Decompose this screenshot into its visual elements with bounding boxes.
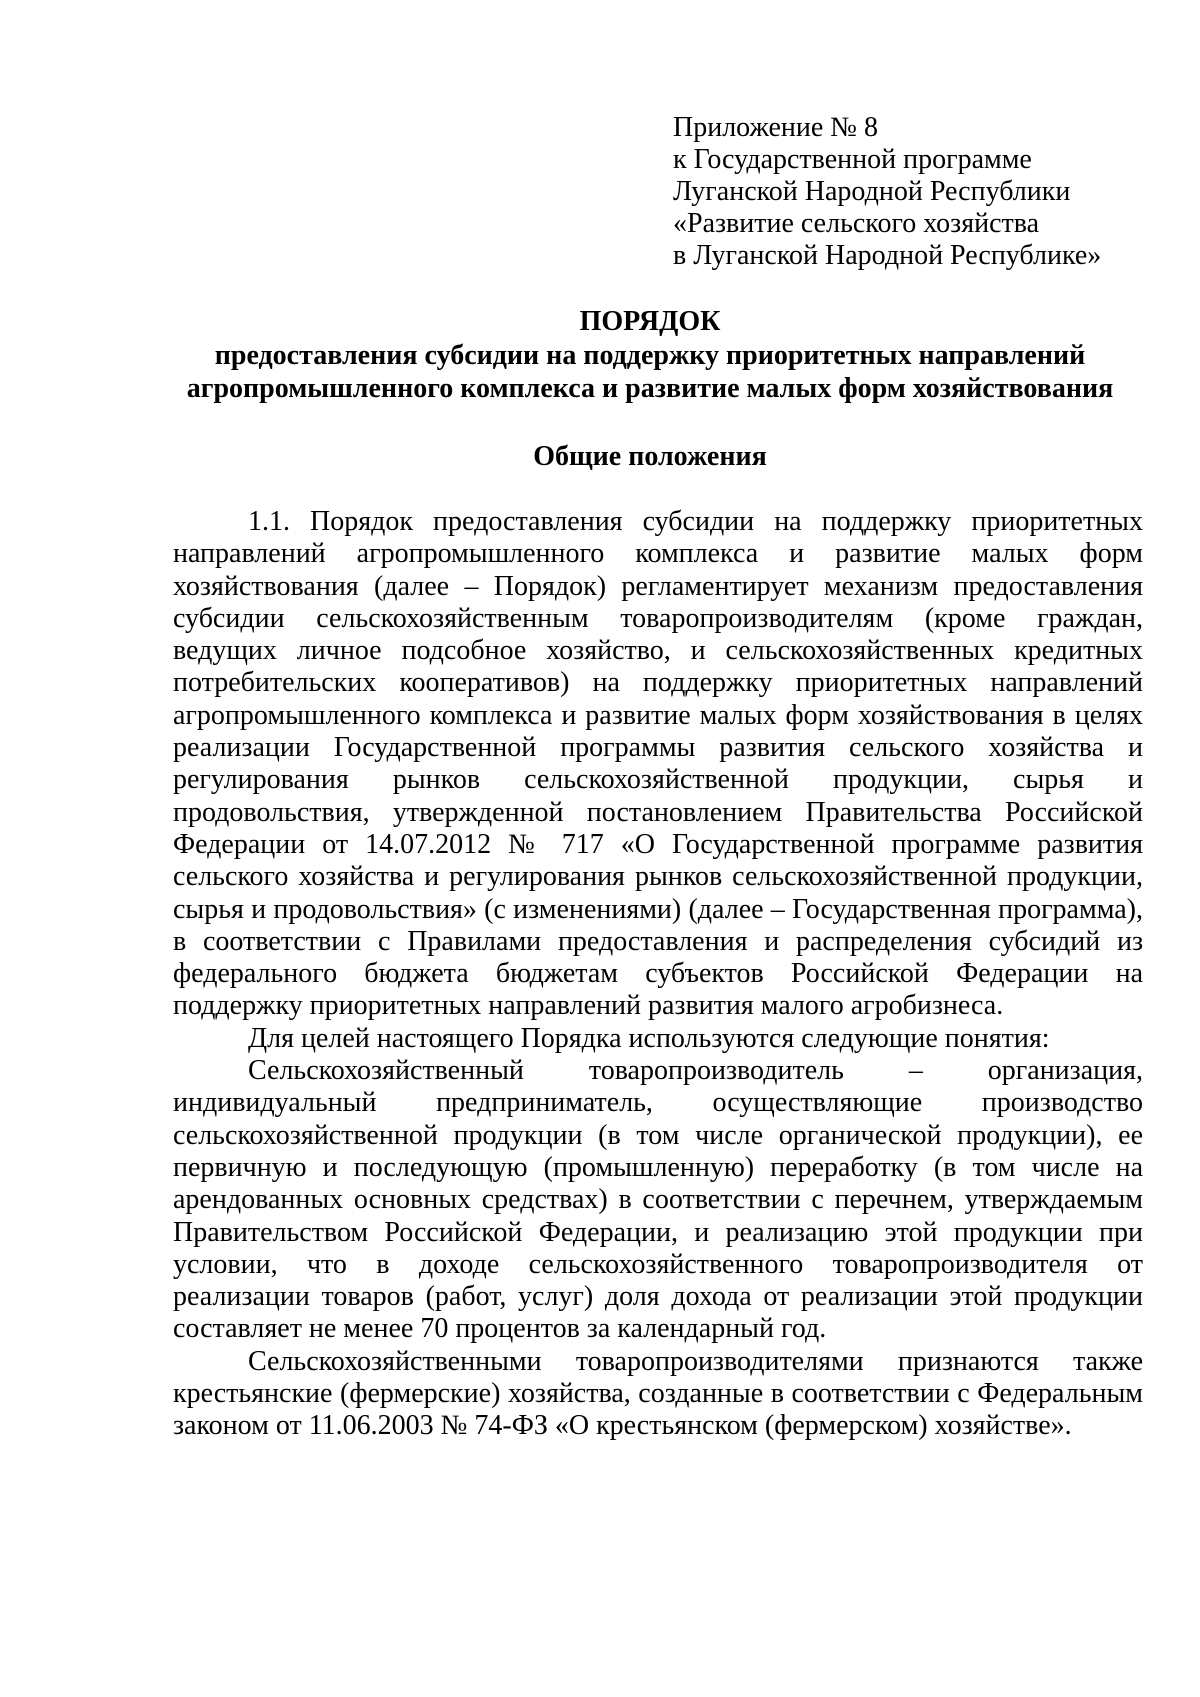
appendix-line-5: в Луганской Народной Республике» (673, 240, 1102, 271)
paragraph-farm-producers: Сельскохозяйственными товаропроизводителями признаются также крестьянские (фермерские) хозяйства, созданные в соответствии с Федеральным законом от 11.06.2003 № 74-ФЗ «О крестьянском (фермерском) хозяйстве». (173, 1345, 1143, 1442)
appendix-line-1: Приложение № 8 (673, 112, 878, 143)
appendix-line-2: к Государственной программе (673, 144, 1032, 175)
document-title-block (150, 305, 1150, 405)
document-subtitle-line-2: агропромышленного комплекса и развитие малых форм хозяйствования (186, 373, 1114, 404)
document-body (173, 506, 1143, 1443)
paragraph-definitions-intro: Для целей настоящего Порядка используются следующие понятия: (248, 1022, 1050, 1054)
appendix-line-3: Луганской Народной Республики (673, 176, 1071, 207)
appendix-reference (673, 112, 1133, 272)
paragraph-1-1: 1.1. Порядок предоставления субсидии на поддержку приоритетных направлений агропромышленного комплекса и развитие малых форм хозяйствования (далее – Порядок) регламентирует механизм предоставления субсидии сельскохозяйственным товаропроизводителям (кроме граждан, ведущих личное подсобное хозяйство, и сельскохозяйственных кредитных потребительских кооперативов) на поддержку приоритетных направлений агропромышленного комплекса и развитие малых форм хозяйствования в целях реализации Государственной программы развития сельского хозяйства и регулирования рынков сельскохозяйственной продукции, сырья и продовольствия, утвержденной постановлением Правительства Российской Федерации от 14.07.2012 № 717 «О Государственной программе развития сельского хозяйства и регулирования рынков сельскохозяйственной продукции, сырья и продовольствия» (с изменениями) (далее – Государственная программа), в соответствии с Правилами предоставления и распределения субсидий из федерального бюджета бюджетам субъектов Российской Федерации на поддержку приоритетных направлений развития малого агробизнеса. (173, 506, 1143, 1022)
document-subtitle-line-1: предоставления субсидии на поддержку приоритетных направлений (214, 340, 1086, 371)
section-heading: Общие положения (533, 441, 767, 472)
document-title: ПОРЯДОК (579, 306, 721, 337)
appendix-line-4: «Развитие сельского хозяйства (673, 208, 1040, 239)
paragraph-producer-definition: Сельскохозяйственный товаропроизводитель – организация, индивидуальный предприниматель, осуществляющие производство сельскохозяйственной продукции (в том числе органической продукции), ее первичную и последующую (промышленную) переработку (в том числе на арендованных основных средствах) в соответствии с перечнем, утверждаемым Правительством Российской Федерации, и реализацию этой продукции при условии, что в доходе сельскохозяйственного товаропроизводителя от реализации товаров (работ, услуг) доля дохода от реализации этой продукции составляет не менее 70 процентов за календарный год. (173, 1055, 1143, 1345)
